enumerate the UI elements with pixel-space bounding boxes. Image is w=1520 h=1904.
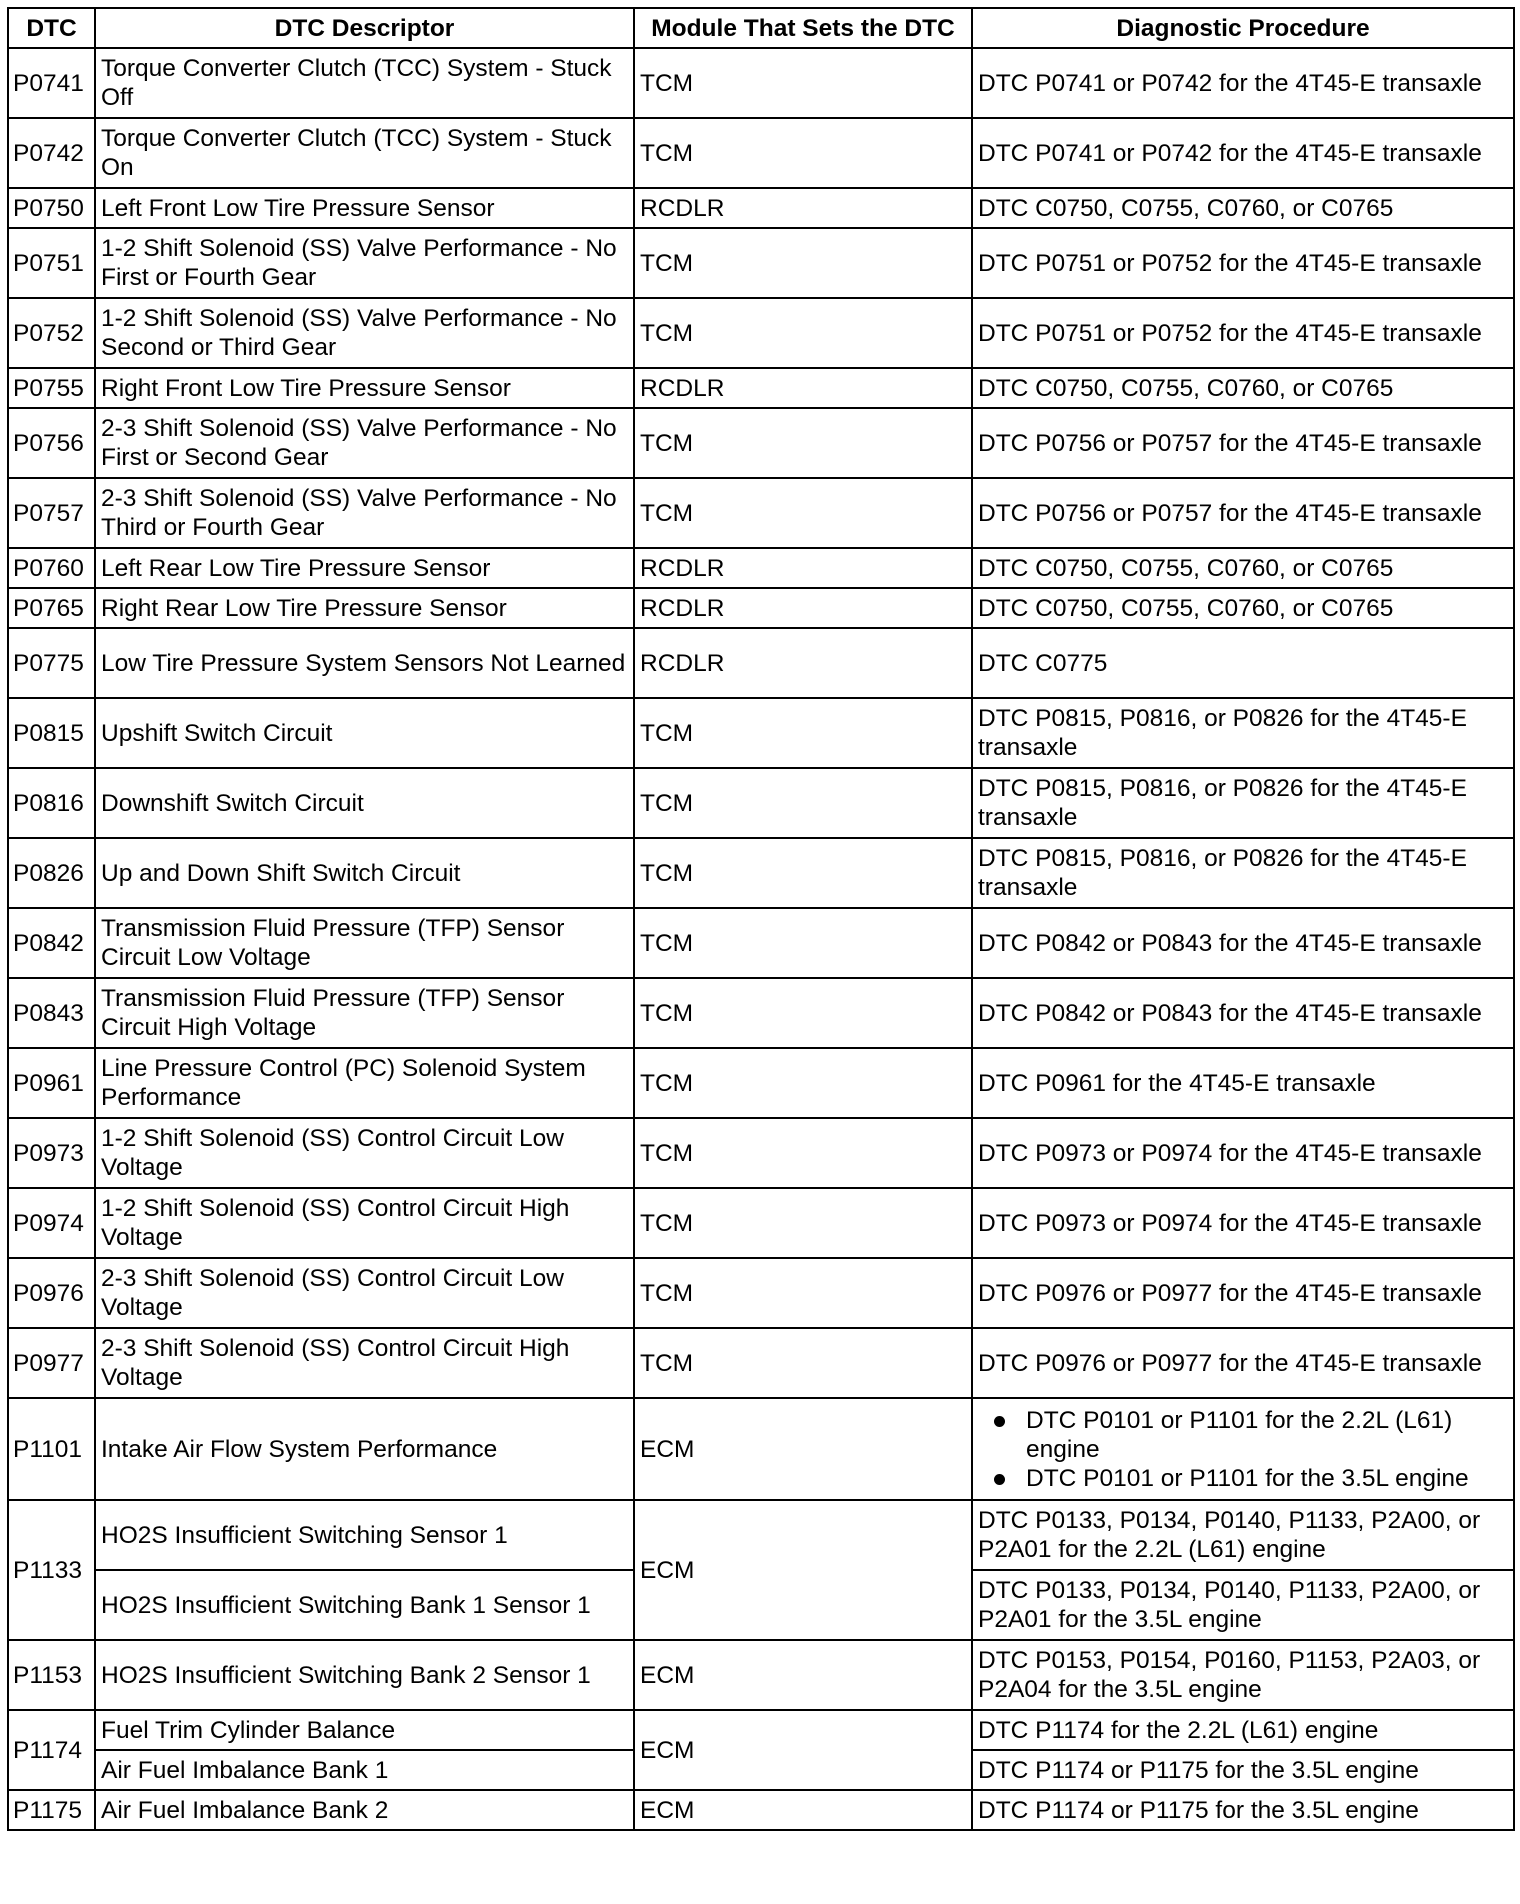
table-row [8,1500,1514,1570]
dtc-procedure: DTC P0133, P0134, P0140, P1133, P2A00, or P2A01 for the 3.5L engine [972,1570,1514,1640]
dtc-procedure: DTC C0750, C0755, C0760, or C0765 [972,588,1514,628]
table-row [8,1640,1514,1710]
dtc-descriptor: Torque Converter Clutch (TCC) System - Stuck On [95,118,634,188]
table-row [8,48,1514,118]
dtc-code: P0976 [8,1258,95,1328]
dtc-code: P0765 [8,588,95,628]
table-row [8,1328,1514,1398]
dtc-module: ECM [634,1790,972,1830]
table-row [8,838,1514,908]
table-row [8,768,1514,838]
dtc-procedure: DTC P0976 or P0977 for the 4T45-E transaxle [972,1328,1514,1398]
dtc-module: RCDLR [634,368,972,408]
table-row [8,298,1514,368]
dtc-descriptor: 2-3 Shift Solenoid (SS) Control Circuit Low Voltage [95,1258,634,1328]
table-row [8,978,1514,1048]
table-row [8,588,1514,628]
dtc-code: P0826 [8,838,95,908]
dtc-descriptor: 1-2 Shift Solenoid (SS) Valve Performance - No Second or Third Gear [95,298,634,368]
table-row [8,368,1514,408]
dtc-descriptor: HO2S Insufficient Switching Sensor 1 [95,1500,634,1570]
header-procedure: Diagnostic Procedure [972,8,1514,48]
dtc-code: P0974 [8,1188,95,1258]
dtc-procedure: DTC P0153, P0154, P0160, P1153, P2A03, or P2A04 for the 3.5L engine [972,1640,1514,1710]
dtc-module: RCDLR [634,548,972,588]
table-row [8,408,1514,478]
dtc-module: TCM [634,478,972,548]
dtc-procedure: DTC P1174 or P1175 for the 3.5L engine [972,1750,1514,1790]
dtc-descriptor: Right Front Low Tire Pressure Sensor [95,368,634,408]
dtc-descriptor: 1-2 Shift Solenoid (SS) Valve Performance - No First or Fourth Gear [95,228,634,298]
table-row [8,1790,1514,1830]
table-row [8,1188,1514,1258]
dtc-procedure: DTC P0976 or P0977 for the 4T45-E transaxle [972,1258,1514,1328]
dtc-procedure: DTC P0741 or P0742 for the 4T45-E transaxle [972,48,1514,118]
dtc-module: ECM [634,1500,972,1640]
dtc-module: ECM [634,1640,972,1710]
table-row [8,1710,1514,1750]
header-dtc: DTC [8,8,95,48]
dtc-descriptor: Transmission Fluid Pressure (TFP) Sensor Circuit Low Voltage [95,908,634,978]
dtc-descriptor: 2-3 Shift Solenoid (SS) Valve Performance - No First or Second Gear [95,408,634,478]
dtc-descriptor: Right Rear Low Tire Pressure Sensor [95,588,634,628]
dtc-table-container [7,7,1515,1831]
dtc-table [7,7,1515,1831]
dtc-procedure: DTC P0741 or P0742 for the 4T45-E transaxle [972,118,1514,188]
table-row [8,908,1514,978]
dtc-module: TCM [634,48,972,118]
procedure-list-item: DTC P0101 or P1101 for the 3.5L engine [990,1464,1508,1493]
dtc-procedure: DTC P0842 or P0843 for the 4T45-E transaxle [972,908,1514,978]
dtc-code: P0961 [8,1048,95,1118]
header-descriptor: DTC Descriptor [95,8,634,48]
dtc-descriptor: Left Rear Low Tire Pressure Sensor [95,548,634,588]
dtc-module: TCM [634,228,972,298]
dtc-module: TCM [634,1328,972,1398]
dtc-code: P0755 [8,368,95,408]
dtc-code: P0775 [8,628,95,698]
dtc-descriptor: 2-3 Shift Solenoid (SS) Valve Performance - No Third or Fourth Gear [95,478,634,548]
dtc-descriptor: HO2S Insufficient Switching Bank 2 Sensor 1 [95,1640,634,1710]
dtc-descriptor: Torque Converter Clutch (TCC) System - Stuck Off [95,48,634,118]
table-row [8,188,1514,228]
dtc-code: P1101 [8,1398,95,1500]
dtc-code: P0751 [8,228,95,298]
dtc-procedure: DTC C0750, C0755, C0760, or C0765 [972,188,1514,228]
dtc-module: TCM [634,1118,972,1188]
dtc-descriptor: 2-3 Shift Solenoid (SS) Control Circuit High Voltage [95,1328,634,1398]
table-row [8,118,1514,188]
dtc-procedure: DTC P0815, P0816, or P0826 for the 4T45-E transaxle [972,838,1514,908]
dtc-module: TCM [634,1258,972,1328]
dtc-code: P0977 [8,1328,95,1398]
dtc-module: TCM [634,768,972,838]
table-row [8,548,1514,588]
dtc-code: P1175 [8,1790,95,1830]
dtc-procedure [972,1398,1514,1500]
table-row [8,478,1514,548]
dtc-module: TCM [634,298,972,368]
dtc-procedure: DTC P0756 or P0757 for the 4T45-E transaxle [972,408,1514,478]
dtc-procedure: DTC C0775 [972,628,1514,698]
dtc-code: P0815 [8,698,95,768]
dtc-procedure: DTC P0815, P0816, or P0826 for the 4T45-E transaxle [972,768,1514,838]
table-row [8,698,1514,768]
dtc-descriptor: 1-2 Shift Solenoid (SS) Control Circuit Low Voltage [95,1118,634,1188]
dtc-module: RCDLR [634,588,972,628]
dtc-module: TCM [634,1048,972,1118]
dtc-descriptor: Left Front Low Tire Pressure Sensor [95,188,634,228]
dtc-code: P1174 [8,1710,95,1790]
table-row [8,1048,1514,1118]
table-row [8,1398,1514,1500]
dtc-procedure: DTC P0973 or P0974 for the 4T45-E transaxle [972,1118,1514,1188]
dtc-module: TCM [634,908,972,978]
dtc-descriptor: Air Fuel Imbalance Bank 2 [95,1790,634,1830]
dtc-code: P1153 [8,1640,95,1710]
dtc-descriptor: Up and Down Shift Switch Circuit [95,838,634,908]
table-row [8,628,1514,698]
dtc-procedure: DTC P0973 or P0974 for the 4T45-E transaxle [972,1188,1514,1258]
dtc-descriptor: Downshift Switch Circuit [95,768,634,838]
dtc-code: P0973 [8,1118,95,1188]
dtc-procedure: DTC P0751 or P0752 for the 4T45-E transaxle [972,228,1514,298]
procedure-list [978,1406,1508,1493]
dtc-module: RCDLR [634,628,972,698]
dtc-module: RCDLR [634,188,972,228]
dtc-procedure: DTC P0961 for the 4T45-E transaxle [972,1048,1514,1118]
header-module: Module That Sets the DTC [634,8,972,48]
dtc-descriptor: Low Tire Pressure System Sensors Not Learned [95,628,634,698]
dtc-procedure: DTC C0750, C0755, C0760, or C0765 [972,368,1514,408]
dtc-code: P0757 [8,478,95,548]
dtc-code: P0756 [8,408,95,478]
dtc-descriptor: Transmission Fluid Pressure (TFP) Sensor Circuit High Voltage [95,978,634,1048]
dtc-module: TCM [634,1188,972,1258]
dtc-descriptor: Air Fuel Imbalance Bank 1 [95,1750,634,1790]
dtc-module: TCM [634,118,972,188]
dtc-descriptor: Intake Air Flow System Performance [95,1398,634,1500]
dtc-module: TCM [634,408,972,478]
dtc-code: P0741 [8,48,95,118]
dtc-code: P0843 [8,978,95,1048]
table-row [8,1258,1514,1328]
dtc-procedure: DTC P0842 or P0843 for the 4T45-E transaxle [972,978,1514,1048]
table-header-row [8,8,1514,48]
dtc-code: P0816 [8,768,95,838]
dtc-descriptor: 1-2 Shift Solenoid (SS) Control Circuit High Voltage [95,1188,634,1258]
dtc-code: P0752 [8,298,95,368]
dtc-procedure: DTC P1174 or P1175 for the 3.5L engine [972,1790,1514,1830]
dtc-descriptor: Fuel Trim Cylinder Balance [95,1710,634,1750]
dtc-procedure: DTC P0751 or P0752 for the 4T45-E transaxle [972,298,1514,368]
dtc-descriptor: HO2S Insufficient Switching Bank 1 Sensor 1 [95,1570,634,1640]
dtc-descriptor: Upshift Switch Circuit [95,698,634,768]
dtc-module: TCM [634,838,972,908]
dtc-procedure: DTC P0756 or P0757 for the 4T45-E transaxle [972,478,1514,548]
dtc-code: P0750 [8,188,95,228]
dtc-procedure: DTC P0815, P0816, or P0826 for the 4T45-E transaxle [972,698,1514,768]
dtc-procedure: DTC P1174 for the 2.2L (L61) engine [972,1710,1514,1750]
dtc-module: ECM [634,1710,972,1790]
dtc-module: ECM [634,1398,972,1500]
table-row [8,228,1514,298]
table-row [8,1118,1514,1188]
dtc-code: P0760 [8,548,95,588]
dtc-procedure: DTC P0133, P0134, P0140, P1133, P2A00, or P2A01 for the 2.2L (L61) engine [972,1500,1514,1570]
dtc-code: P0842 [8,908,95,978]
dtc-module: TCM [634,978,972,1048]
dtc-module: TCM [634,698,972,768]
dtc-code: P0742 [8,118,95,188]
dtc-procedure: DTC C0750, C0755, C0760, or C0765 [972,548,1514,588]
dtc-code: P1133 [8,1500,95,1640]
dtc-descriptor: Line Pressure Control (PC) Solenoid System Performance [95,1048,634,1118]
procedure-list-item: DTC P0101 or P1101 for the 2.2L (L61) engine [990,1406,1508,1464]
